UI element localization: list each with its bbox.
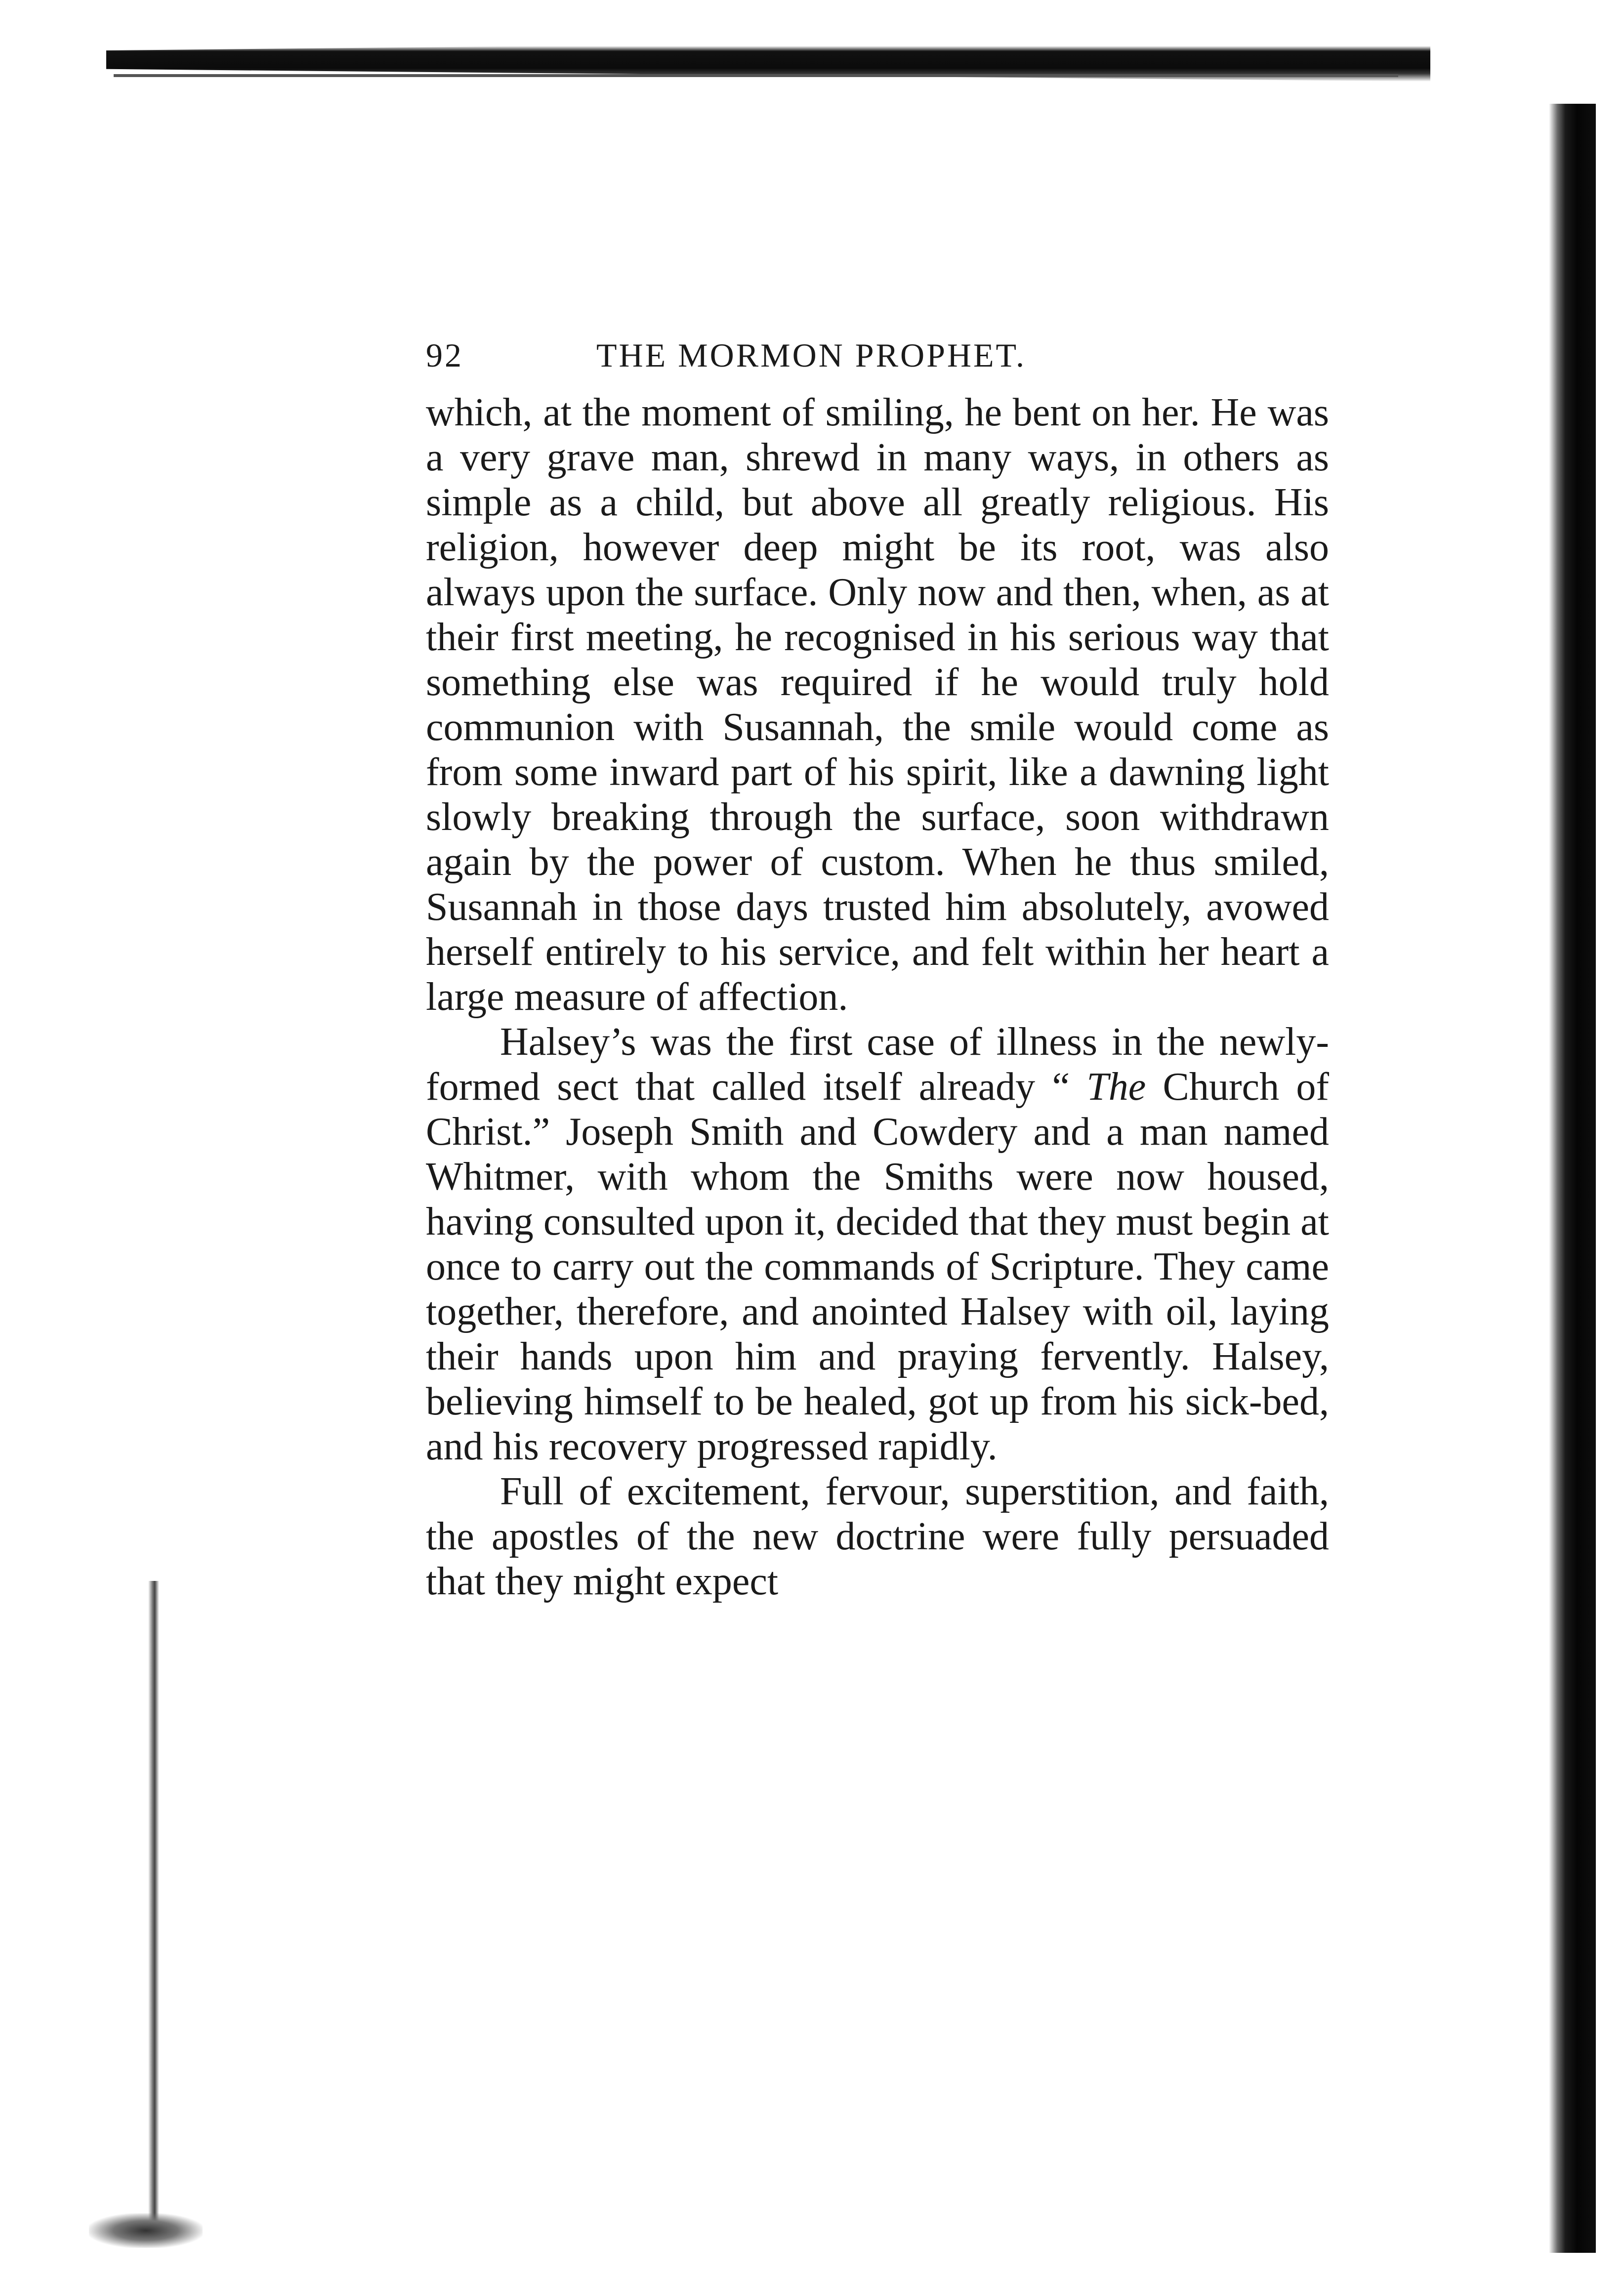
page-number: 92: [426, 336, 463, 374]
paragraph: [426, 1020, 1329, 1469]
scan-edge-left: [148, 1581, 159, 2238]
running-head: [426, 336, 1329, 390]
scan-edge-right: [1549, 104, 1596, 2253]
scan-edge-top-line: [114, 74, 1398, 77]
body-text: [426, 390, 1329, 1604]
scan-smudge: [89, 2213, 203, 2248]
book-page: [426, 336, 1329, 1604]
paragraph: [426, 390, 1329, 1020]
paragraph-text: Full of excitement, fervour, superstition, and faith, the apostles of the new doctrine were fully persuaded that they might expect: [426, 1470, 1329, 1603]
running-title: THE MORMON PROPHET.: [596, 336, 1027, 374]
paragraph-text: which, at the moment of smiling, he bent on her. He was a very grave man, shrewd in many ways, in others as simple as a child, but above all greatly religious. His religion, however deep might be its root, was also always upon the surface. Only now and then, when, as at their first meeting, he recognised in his serious way that something else was required if he would truly hold communion with Susannah, the smile would come as from some inward part of his spirit, like a dawning light slowly breaking through the surface, soon withdrawn again by the power of custom. When he thus smiled, Susannah in those days trusted him absolutely, avowed herself entirely to his service, and felt within her heart a large measure of affection.: [426, 391, 1329, 1019]
paragraph: [426, 1469, 1329, 1604]
paragraph-text: Halsey’s was the first case of illness in the newly-formed sect that called itself already “: [426, 1020, 1329, 1109]
paragraph-text: Church of Christ.” Joseph Smith and Cowdery and a man named Whitmer, with whom the Smiths were now housed, having consulted upon it, decided that they must begin at once to carry out the commands of Scripture. They came together, therefore, and anointed Halsey with oil, laying their hands upon him and praying fervently. Halsey, believing himself to be healed, got up from his sick-bed, and his recovery progressed rapidly.: [426, 1065, 1330, 1468]
italic-word: The: [1086, 1065, 1146, 1109]
